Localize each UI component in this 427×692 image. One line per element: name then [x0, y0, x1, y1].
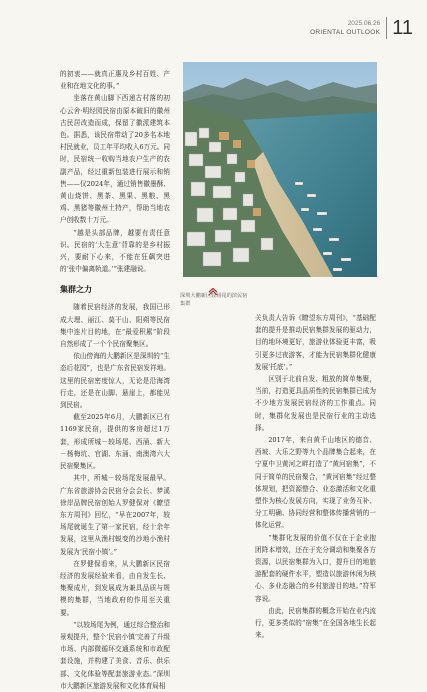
page-number: 11 [392, 17, 413, 39]
header-divider [386, 17, 387, 39]
paragraph: 区别于北前自发、粗放的简单集聚，当前，打造更具品质性的民宿集群已成为不少地方发展民宿经济的工作重点。同时，集群化发展也是民宿行业的主动选择。 [255, 375, 376, 432]
issue-date: 2025.06.26 [347, 20, 381, 27]
left-column [60, 68, 170, 692]
paragraph: 其中，所城－较场尾发展最早。广东省旅游协会民宿分会会长、梦溪徐岸品牌民宿创始人罗健保对《瞭望东方周刊》回忆，“早在2007年，较场尾就诞生了第一家民宿，经十余年发展，这里从渔村蜕变的沙地小渔村发展为‘民宿小镇’。” [60, 474, 170, 556]
paragraph: 2017年，来自黄千山地区的德音、西坡、大乐之野等九个品牌集合起来，在宁夏中卫黄河之畔打造了“黄河宿集”，不同于简单的民宿聚合，“黄河宿集”经过整体规划，把资源整合、业态激活和文化重塑作为核心发展方向，实现了业务互补、分工明确、协同经营和整体传播营销的一体化运营。 [255, 436, 376, 530]
paragraph: 坐落在黄山脚下西递古村落的初心云舍·明经园民宿由原本破旧的徽州古民居改造而成，保留了徽派建筑本色。据悉，该民宿带动了20多名本地村民就业，员工年平均收入6万元。同时，民宿统一收购当地农户生产的农副产品，经过重新包装进行展示和销售——仅2024年，通过销售徽墨酥、黄山烧饼、黑茶、黑果、黑粮、黑鸡、黑猪等徽州土特产，帮助当地农户创收数十万元。 [60, 94, 170, 225]
paragraph: “越是头部品牌，越要有责任意识。民宿的‘大生意’背靠的是乡村振兴，要耐下心来，不能在狂飙突进的‘张中偏离轨道。’”张建融说。 [60, 228, 170, 274]
paragraph: 关负责人告诉《瞭望东方周刊》，“基础配套的提升是推动民宿集群发展的驱动力，目的地环境更好，旅游业体验更丰富，吸引更多过夜游客，才能为民宿集群化健康发展‘托底’。” [255, 314, 376, 371]
coastal-town-photo [183, 62, 377, 277]
photo-caption: 深圳大鹏新区较场尾的滨民宿集群 [180, 293, 248, 307]
paragraph: 随着民宿经济的发展，我国已形成大理、丽江、莫干山、阳朔等民宿集中连片目的地，在“最爱积累”阶段自然形成了一个个民宿聚集区。 [60, 303, 170, 349]
paragraph: 由此，民宿集群的概念开始在业内流行，更多类似的“宿集”在全国各地生长起来。 [255, 606, 376, 640]
header-meta [310, 19, 380, 37]
section-heading: 集群之力 [60, 285, 92, 295]
paragraph: 的初衷——就真正惠及乡村百姓、产业和在地文化的事。” [60, 70, 170, 91]
paragraph: 在罗健保看来，从大鹏新区民宿经济的发展经验来看，由自发生长、集聚成片，到发展成为兼具品质与规模的集群，当地政府的作用至关重要。 [60, 559, 170, 617]
right-column [255, 312, 376, 641]
paragraph: 依山傍海的大鹏新区是深圳的“生态后花园”，也是广东省民宿发祥地。这里的民宿密度惊人，无论是沿海湾行走，还是在山脚、悬崖上，都能见到民宿。 [60, 352, 170, 410]
paragraph: “以较场尾为例，通过综合整治和景观提升，整个‘民宿小镇’完善了升级市场、内部微循环交通系统和市政配套设施，并构建了美食、音乐、供乐部、文化体验等配套旅游业态。”深圳市大鹏新区旅游发展和文化体育局相 [60, 620, 170, 690]
page-header [310, 16, 413, 40]
paragraph: 截至2025年6月，大鹏新区已有1169家民宿，提供的客房超过1万套，形成所城－较场尾、西涌、新大－杨梅坑、官湖、东涌、南澳湾六大民宿聚集区。 [60, 413, 170, 471]
magazine-brand: ORIENTAL OUTLOOK [310, 29, 381, 36]
paragraph: “集群化发展的价值不仅在于企业抱团降本增效，还在于充分调动和集聚各方资源，以民宿集群为入口，提升目的地旅游配套的硬件水平，塑造以旅游休闲为核心、多业态融合的乡村旅游目的地。”符军容说。 [255, 533, 376, 603]
